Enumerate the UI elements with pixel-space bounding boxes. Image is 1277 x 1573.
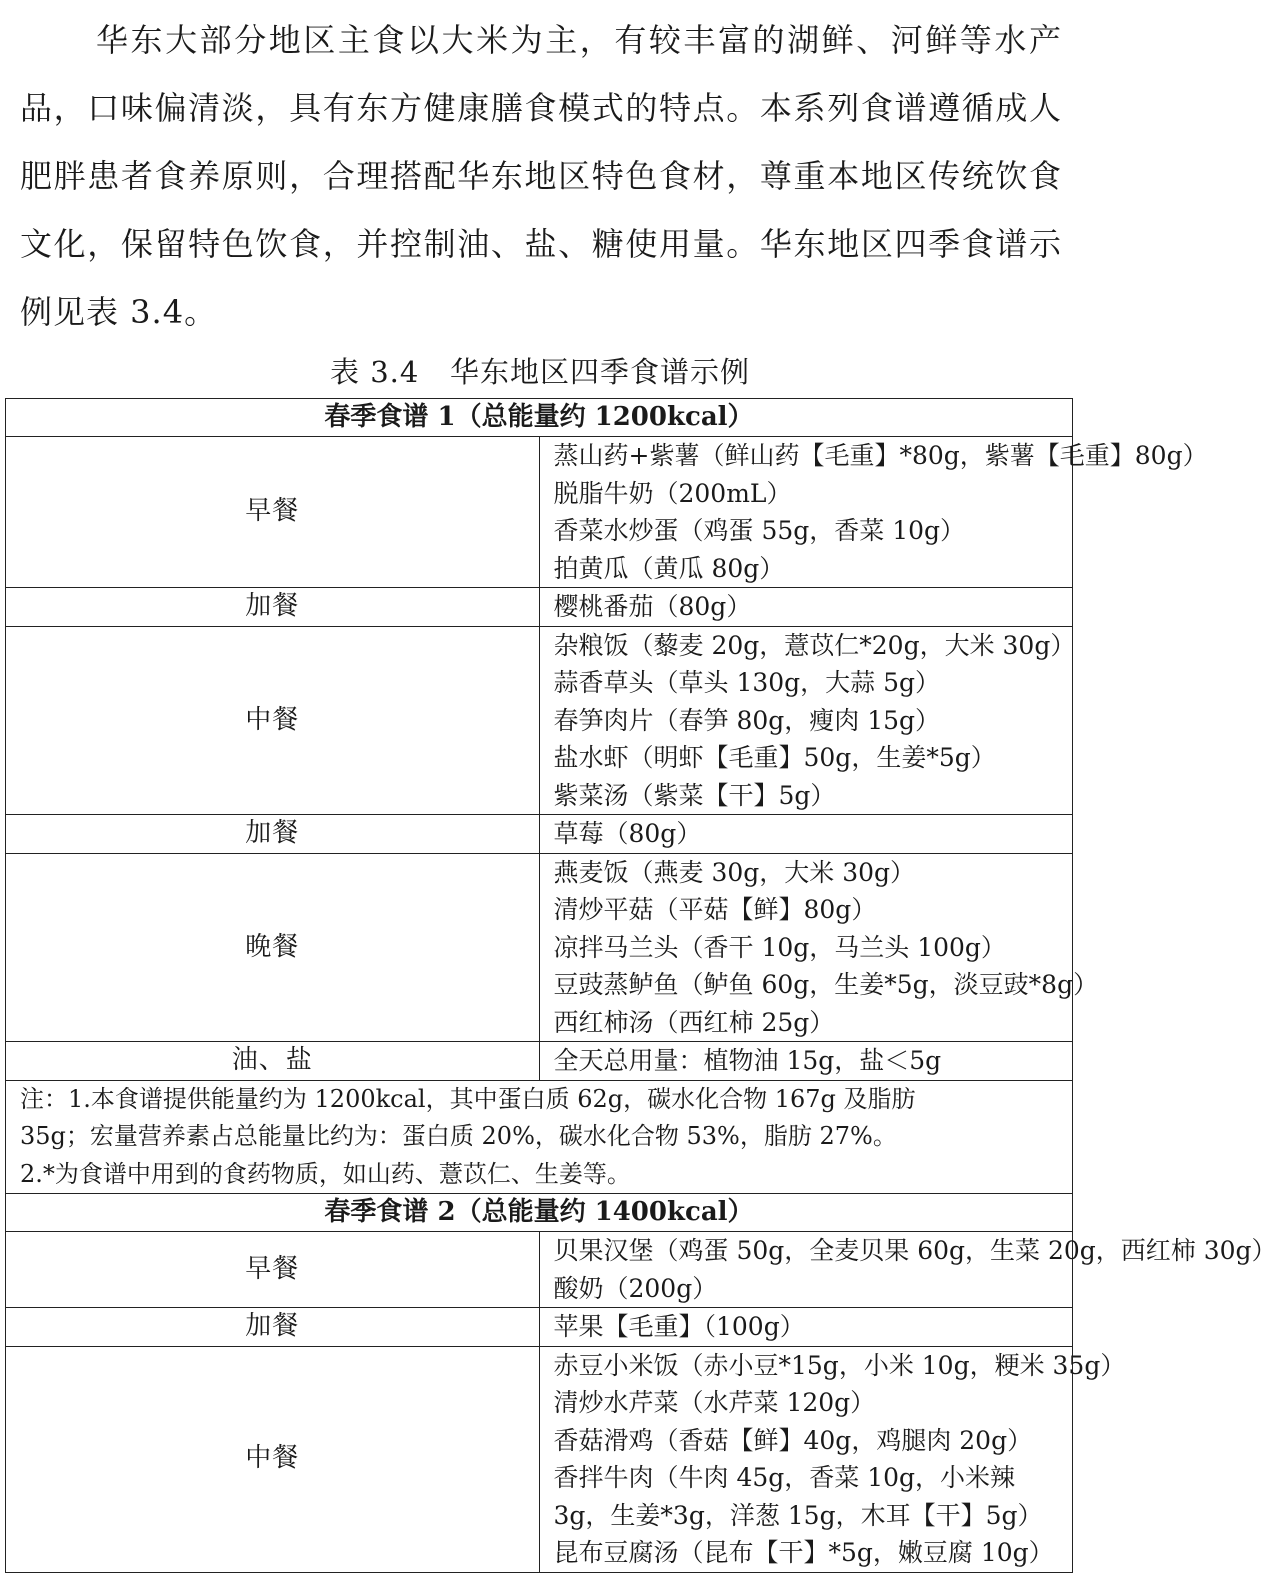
- dish-item: 香菜水炒蛋（鸡蛋 55g，香菜 10g）: [553, 516, 966, 545]
- dish-item: 蒸山药+紫薯（鲜山药【毛重】*80g，紫薯【毛重】80g）: [553, 441, 1208, 470]
- menu-title: 春季食谱 2（总能量约 1400kcal）: [6, 1194, 1073, 1232]
- dish-item: 苹果【毛重】（100g）: [553, 1312, 805, 1341]
- note-line: 2.*为食谱中用到的食药物质，如山药、薏苡仁、生姜等。: [20, 1159, 631, 1188]
- meal-label: 早餐: [6, 437, 540, 588]
- meal-row-snack: [6, 588, 1073, 627]
- menu-title: 春季食谱 1（总能量约 1200kcal）: [6, 399, 1073, 437]
- note-line: 35g；宏量营养素占总能量比约为：蛋白质 20%，碳水化合物 53%，脂肪 27%。: [20, 1122, 897, 1150]
- dish-item: 脱脂牛奶（200mL）: [553, 478, 792, 508]
- meal-label: 早餐: [6, 1232, 540, 1308]
- meal-row-breakfast: [6, 437, 1073, 588]
- meal-label: 加餐: [6, 815, 540, 854]
- dish-item: 香拌牛肉（牛肉 45g，香菜 10g，小米辣 3g，生姜*3g，洋葱 15g，木耳【干】5g）: [553, 1463, 1043, 1530]
- menu-title-row: [6, 399, 1073, 437]
- intro-paragraph: 华东大部分地区主食以大米为主，有较丰富的湖鲜、河鲜等水产品，口味偏清淡，具有东方健康膳食模式的特点。本系列食谱遵循成人肥胖患者食养原则，合理搭配华东地区特色食材，尊重本地区传统饮食文化，保留特色饮食，并控制油、盐、糖使用量。华东地区四季食谱示例见表 3.4。: [20, 21, 1062, 331]
- dish-item: 西红柿汤（西红柿 25g）: [553, 1007, 835, 1037]
- dish-item: 清炒水芹菜（水芹菜 120g）: [553, 1388, 876, 1417]
- meal-label: 加餐: [6, 588, 540, 627]
- dish-item: 昆布豆腐汤（昆布【干】*5g，嫩豆腐 10g）: [553, 1538, 1054, 1567]
- dish-item: 草莓（80g）: [553, 819, 702, 848]
- meal-items: [539, 626, 1076, 815]
- dish-item: 贝果汉堡（鸡蛋 50g，全麦贝果 60g，生菜 20g，西红柿 30g）: [553, 1236, 1277, 1265]
- dish-item: 春笋肉片（春笋 80g，瘦肉 15g）: [553, 705, 941, 735]
- meal-row-lunch: [6, 1346, 1073, 1572]
- recipe-table: [5, 398, 1277, 1573]
- meal-row-snack: [6, 815, 1073, 854]
- meal-label: 中餐: [6, 626, 540, 815]
- dish-item: 紫菜汤（紫菜【干】5g）: [553, 780, 836, 810]
- menu-notes: [6, 1080, 1073, 1194]
- notes-row: [6, 1080, 1073, 1194]
- menu-title-row: [6, 1194, 1073, 1232]
- dish-item: 酸奶（200g）: [553, 1273, 718, 1303]
- meal-items: [539, 1232, 1277, 1308]
- meal-items: [539, 815, 1073, 854]
- meal-label: 中餐: [6, 1346, 540, 1572]
- meal-items: [539, 588, 1073, 627]
- meal-items: [539, 853, 1099, 1042]
- meal-label: 加餐: [6, 1308, 540, 1347]
- dish-item: 香菇滑鸡（香菇【鲜】40g，鸡腿肉 20g）: [553, 1425, 1033, 1455]
- dish-item: 豆豉蒸鲈鱼（鲈鱼 60g，生姜*5g，淡豆豉*8g）: [553, 970, 1099, 999]
- dish-item: 盐水虾（明虾【毛重】50g，生姜*5g）: [553, 743, 996, 772]
- meal-items: [539, 1346, 1126, 1572]
- dish-item: 樱桃番茄（80g）: [553, 592, 752, 621]
- dish-item: 全天总用量：植物油 15g，盐＜5g: [553, 1046, 942, 1075]
- dish-item: 拍黄瓜（黄瓜 80g）: [553, 553, 785, 583]
- meal-row-snack: [6, 1308, 1073, 1347]
- meal-items: [539, 1042, 1073, 1081]
- dish-item: 燕麦饭（燕麦 30g，大米 30g）: [553, 857, 916, 887]
- dish-item: 凉拌马兰头（香干 10g，马兰头 100g）: [553, 932, 1006, 962]
- meal-row-oil-salt: [6, 1042, 1073, 1081]
- meal-items: [539, 437, 1208, 588]
- meal-label: 油、盐: [6, 1042, 540, 1081]
- dish-item: 赤豆小米饭（赤小豆*15g，小米 10g，粳米 35g）: [553, 1350, 1126, 1380]
- dish-item: 蒜香草头（草头 130g，大蒜 5g）: [553, 668, 941, 697]
- dish-item: 杂粮饭（藜麦 20g，薏苡仁*20g，大米 30g）: [553, 630, 1076, 660]
- meal-items: [539, 1308, 1073, 1347]
- meal-row-breakfast: [6, 1232, 1073, 1308]
- meal-row-lunch: [6, 626, 1073, 815]
- dish-item: 清炒平菇（平菇【鲜】80g）: [553, 895, 877, 924]
- table-caption: 表 3.4 华东地区四季食谱示例: [330, 355, 750, 389]
- meal-label: 晚餐: [6, 853, 540, 1042]
- note-line: 注：1.本食谱提供能量约为 1200kcal，其中蛋白质 62g，碳水化合物 167g 及脂肪: [20, 1084, 916, 1113]
- meal-row-dinner: [6, 853, 1073, 1042]
